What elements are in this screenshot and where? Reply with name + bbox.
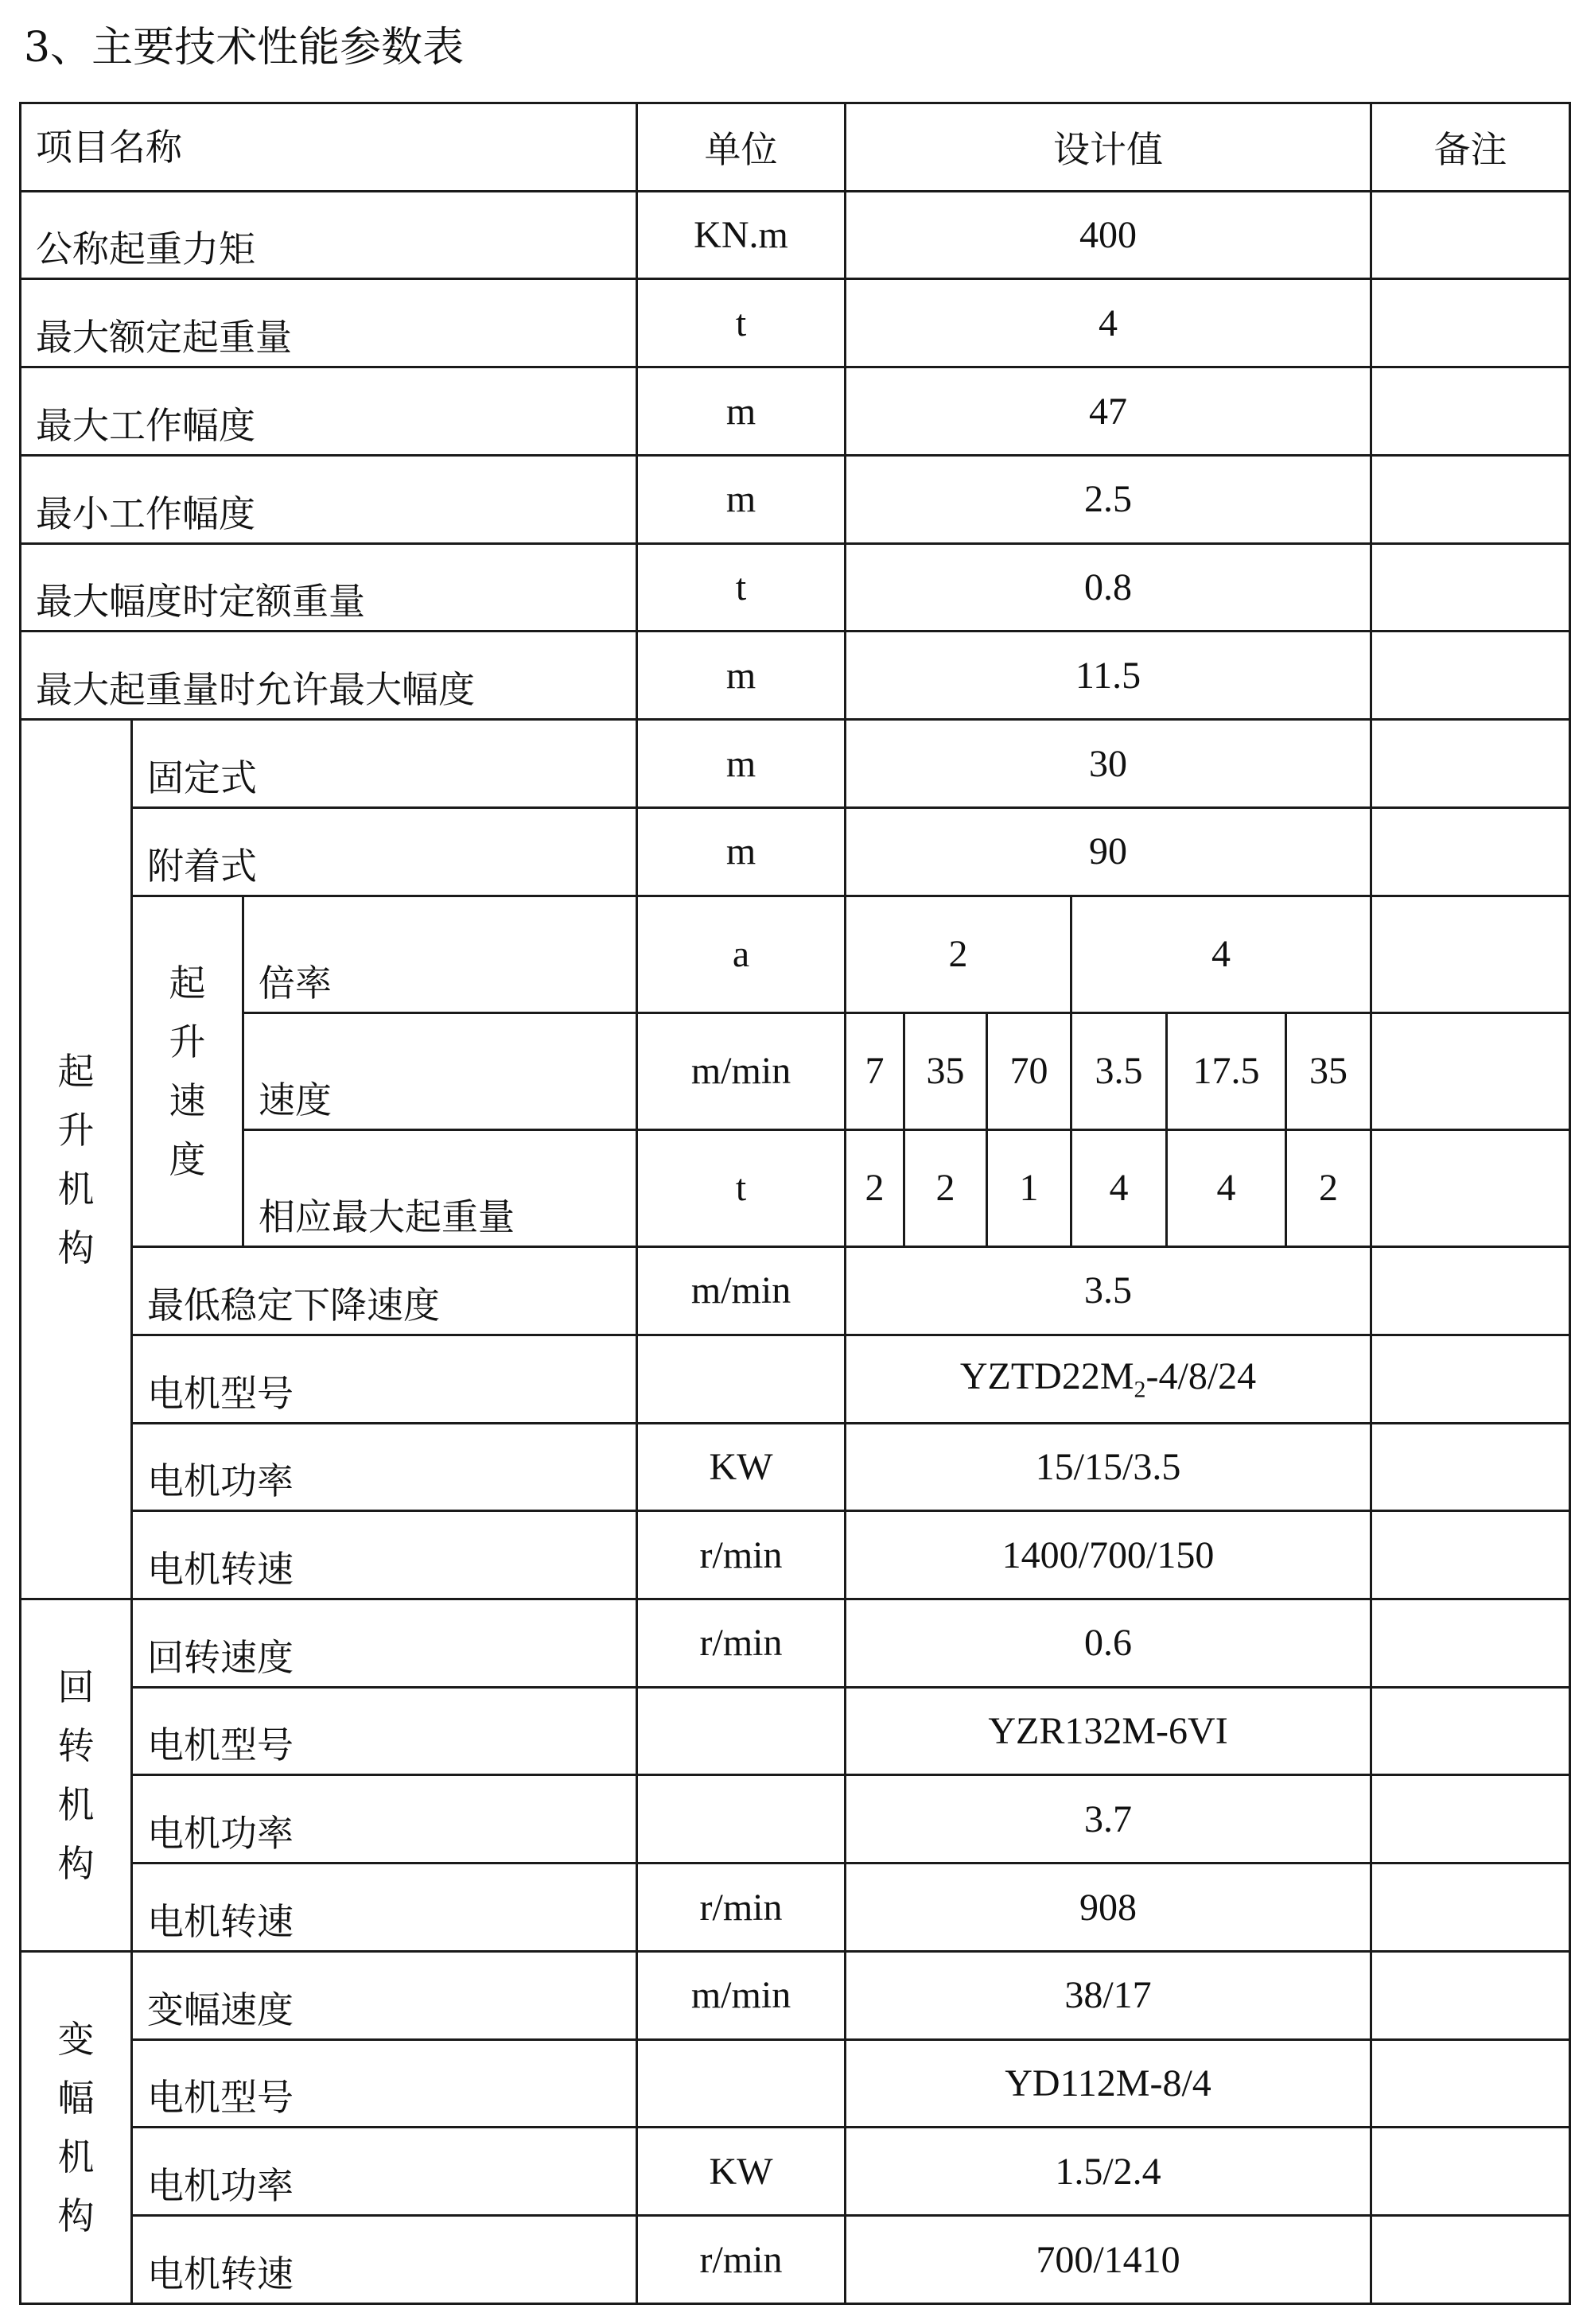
header-unit: 单位: [637, 103, 846, 192]
row-value: 30: [846, 720, 1371, 808]
table-row-luff-speed: [21, 1951, 1570, 2039]
row-unit: a: [637, 896, 846, 1012]
row-label: 最大额定起重量: [21, 279, 637, 367]
row-note: [1371, 2039, 1570, 2128]
group-label-luff: [21, 1951, 132, 2303]
group-char: 构: [57, 2194, 95, 2237]
row-note: [1371, 2216, 1570, 2304]
table-row-luff-motor-speed: [21, 2216, 1570, 2304]
row-label: 相应最大起重量: [243, 1129, 637, 1246]
row-value: 15/15/3.5: [846, 1423, 1371, 1511]
group-char: 机: [57, 1782, 95, 1826]
row-value: 90: [846, 807, 1371, 896]
speed-value: 35: [1286, 1012, 1371, 1129]
group-char: 回: [57, 1665, 95, 1708]
table-row-slew-speed: [21, 1599, 1570, 1688]
row-note: [1371, 720, 1570, 808]
model-subscript: 2: [1134, 1376, 1146, 1403]
group-char: 起: [169, 961, 206, 1005]
row-note: [1371, 1335, 1570, 1423]
row-note: [1371, 1511, 1570, 1599]
row-note: [1371, 455, 1570, 543]
row-label: 速度: [243, 1012, 637, 1129]
row-unit: KW: [637, 2128, 846, 2216]
group-char: 变: [57, 2017, 95, 2061]
load-value: 2: [904, 1129, 987, 1246]
row-value: YD112M-8/4: [846, 2039, 1371, 2128]
row-note: [1371, 367, 1570, 456]
row-label: 最大起重量时允许最大幅度: [21, 632, 637, 720]
row-unit: m: [637, 455, 846, 543]
speed-value: 17.5: [1167, 1012, 1286, 1129]
row-note: [1371, 1129, 1570, 1246]
row-unit: KN.m: [637, 191, 846, 279]
group-char: 转: [57, 1724, 95, 1767]
row-label: 电机转速: [132, 1511, 637, 1599]
row-label: 最大幅度时定额重量: [21, 543, 637, 632]
row-value: 1400/700/150: [846, 1511, 1371, 1599]
load-value: 1: [987, 1129, 1071, 1246]
spec-table: [19, 102, 1571, 2305]
row-value: 700/1410: [846, 2216, 1371, 2304]
header-name: 项目名称: [21, 103, 637, 192]
row-note: [1371, 807, 1570, 896]
group-char: 起: [57, 1049, 95, 1093]
row-value: 3.5: [846, 1247, 1371, 1335]
row-note: [1371, 1599, 1570, 1688]
table-row-radius-at-max-load: [21, 632, 1570, 720]
row-label: 最低稳定下降速度: [132, 1247, 637, 1335]
table-row-luff-motor-power: [21, 2128, 1570, 2216]
row-unit: [637, 1335, 846, 1423]
row-value: 400: [846, 191, 1371, 279]
row-value: 1.5/2.4: [846, 2128, 1371, 2216]
row-value: 38/17: [846, 1951, 1371, 2039]
row-label: 电机型号: [132, 1687, 637, 1775]
row-note: [1371, 191, 1570, 279]
row-note: [1371, 1687, 1570, 1775]
row-unit: KW: [637, 1423, 846, 1511]
group-char: 升: [169, 1020, 206, 1063]
group-label-hoist-speed: [132, 896, 243, 1246]
speed-value: 3.5: [1071, 1012, 1167, 1129]
table-row-hoist-ratio: [21, 896, 1570, 1012]
table-row-slew-motor-speed: [21, 1863, 1570, 1952]
speed-value: 70: [987, 1012, 1071, 1129]
row-note: [1371, 279, 1570, 367]
row-unit: [637, 1775, 846, 1863]
row-label: 回转速度: [132, 1599, 637, 1688]
table-row-hoist-motor-speed: [21, 1511, 1570, 1599]
load-value: 4: [1167, 1129, 1286, 1246]
row-label: 电机转速: [132, 1863, 637, 1952]
row-note: [1371, 1775, 1570, 1863]
group-char: 机: [57, 2135, 95, 2178]
group-label-hoist: [21, 720, 132, 1599]
row-note: [1371, 632, 1570, 720]
table-row-slew-motor-power: [21, 1775, 1570, 1863]
group-char: 度: [169, 1137, 206, 1181]
row-label: 公称起重力矩: [21, 191, 637, 279]
row-unit: r/min: [637, 1511, 846, 1599]
row-unit: m/min: [637, 1951, 846, 2039]
document-heading: 3、主要技术性能参数表: [24, 24, 465, 72]
table-row-min-radius: [21, 455, 1570, 543]
table-row-load-at-max-radius: [21, 543, 1570, 632]
row-value: 11.5: [846, 632, 1371, 720]
speed-value: 7: [846, 1012, 904, 1129]
load-value: 4: [1071, 1129, 1167, 1246]
table-row-max-load: [21, 279, 1570, 367]
load-value: 2: [1286, 1129, 1371, 1246]
row-label: 倍率: [243, 896, 637, 1012]
row-note: [1371, 543, 1570, 632]
row-value: 0.8: [846, 543, 1371, 632]
row-label: 最小工作幅度: [21, 455, 637, 543]
row-unit: t: [637, 1129, 846, 1246]
row-unit: t: [637, 279, 846, 367]
row-label: 电机转速: [132, 2216, 637, 2304]
header-design: 设计值: [846, 103, 1371, 192]
row-note: [1371, 1012, 1570, 1129]
row-unit: [637, 1687, 846, 1775]
ratio-value: 2: [846, 896, 1071, 1012]
group-char: 升: [57, 1108, 95, 1152]
model-prefix: YZTD22M: [959, 1354, 1134, 1397]
row-label: 电机功率: [132, 2128, 637, 2216]
speed-value: 35: [904, 1012, 987, 1129]
row-label: 固定式: [132, 720, 637, 808]
row-value: 47: [846, 367, 1371, 456]
table-row-max-radius: [21, 367, 1570, 456]
row-unit: r/min: [637, 1599, 846, 1688]
row-value: 3.7: [846, 1775, 1371, 1863]
table-row-hoist-load: [21, 1129, 1570, 1246]
row-unit: r/min: [637, 1863, 846, 1952]
group-char: 构: [57, 1841, 95, 1885]
row-unit: m: [637, 367, 846, 456]
row-unit: m/min: [637, 1247, 846, 1335]
row-unit: r/min: [637, 2216, 846, 2304]
row-unit: m: [637, 807, 846, 896]
row-unit: m/min: [637, 1012, 846, 1129]
row-note: [1371, 2128, 1570, 2216]
row-note: [1371, 1423, 1570, 1511]
header-note: 备注: [1371, 103, 1570, 192]
row-label: 电机型号: [132, 1335, 637, 1423]
row-label: 变幅速度: [132, 1951, 637, 2039]
table-row-hoist-speed: [21, 1012, 1570, 1129]
table-row-hoist-motor-power: [21, 1423, 1570, 1511]
header-row: [21, 103, 1570, 192]
row-value: YZR132M-6VI: [846, 1687, 1371, 1775]
row-unit: m: [637, 720, 846, 808]
row-value: 908: [846, 1863, 1371, 1952]
table-row-hoist-fixed: [21, 720, 1570, 808]
row-unit: m: [637, 632, 846, 720]
model-suffix: -4/8/24: [1145, 1354, 1257, 1397]
table-row-moment: [21, 191, 1570, 279]
row-value: 2.5: [846, 455, 1371, 543]
table-row-slew-motor-model: [21, 1687, 1570, 1775]
group-label-slew: [21, 1599, 132, 1952]
table-row-hoist-min-descent: [21, 1247, 1570, 1335]
row-label: 电机型号: [132, 2039, 637, 2128]
load-value: 2: [846, 1129, 904, 1246]
row-unit: t: [637, 543, 846, 632]
table-row-hoist-attached: [21, 807, 1570, 896]
row-value: 4: [846, 279, 1371, 367]
table-row-luff-motor-model: [21, 2039, 1570, 2128]
row-note: [1371, 1863, 1570, 1952]
row-label: 电机功率: [132, 1423, 637, 1511]
row-unit: [637, 2039, 846, 2128]
row-value: [846, 1335, 1371, 1423]
row-value: 0.6: [846, 1599, 1371, 1688]
row-label: 最大工作幅度: [21, 367, 637, 456]
group-char: 速: [169, 1078, 206, 1122]
ratio-value: 4: [1071, 896, 1371, 1012]
group-char: 构: [57, 1226, 95, 1269]
row-note: [1371, 1951, 1570, 2039]
table-row-hoist-motor-model: [21, 1335, 1570, 1423]
row-label: 电机功率: [132, 1775, 637, 1863]
group-char: 机: [57, 1167, 95, 1211]
group-char: 幅: [57, 2076, 95, 2120]
row-note: [1371, 1247, 1570, 1335]
row-label: 附着式: [132, 807, 637, 896]
row-note: [1371, 896, 1570, 1012]
